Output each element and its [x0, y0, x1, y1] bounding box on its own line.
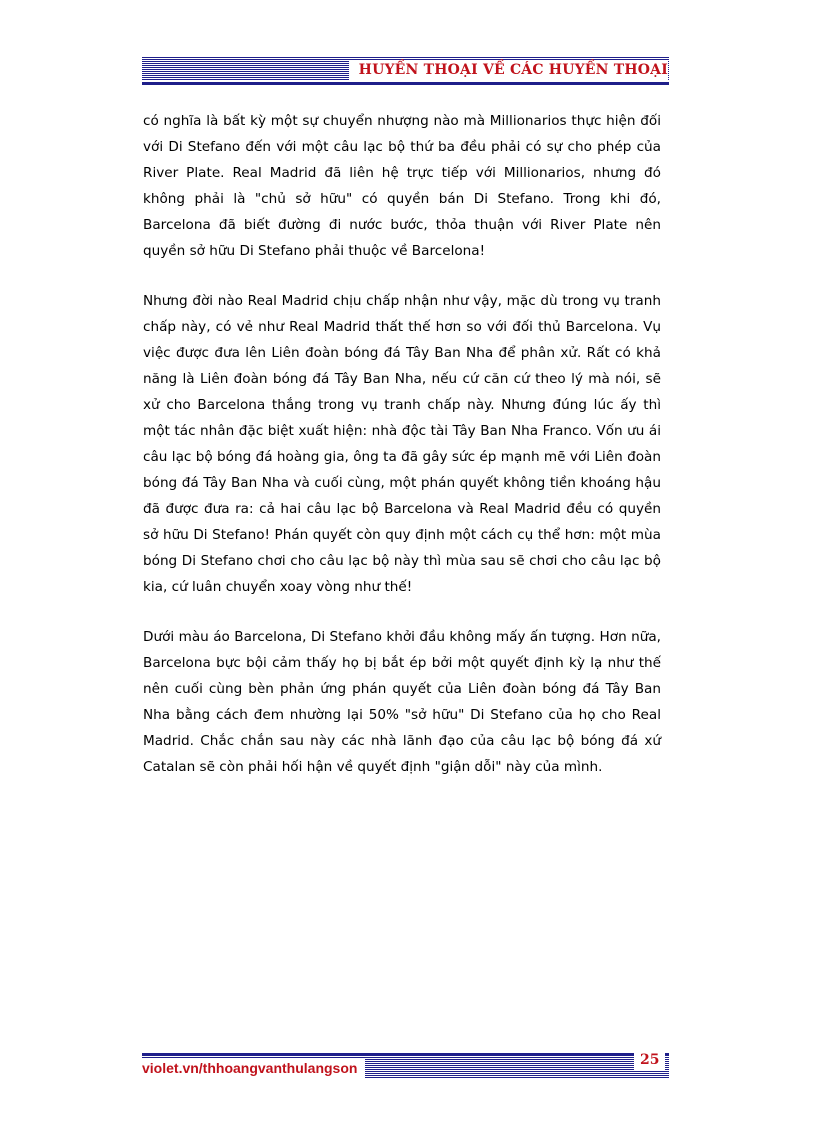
paragraph: Dưới màu áo Barcelona, Di Stefano khởi đầu không mấy ấn tượng. Hơn nữa, Barcelona bực bội cảm thấy họ bị bắt ép bởi một quyết định kỳ lạ như thế nên cuối cùng bèn phản ứng phán quyết của Liên đoàn bóng đá Tây Ban Nha bằng cách đem nhường lại 50% "sở hữu" Di Stefano của họ cho Real Madrid. Chắc chắn sau này các nhà lãnh đạo của câu lạc bộ bóng đá xứ Catalan sẽ còn phải hối hận về quyết định "giận dỗi" này của mình.	[143, 629, 661, 775]
paragraph: có nghĩa là bất kỳ một sự chuyển nhượng nào mà Millionarios thực hiện đối với Di Stefano đến với một câu lạc bộ thứ ba đều phải có sự cho phép của River Plate. Real Madrid đã liên hệ trực tiếp với Millionarios, nhưng đó không phải là "chủ sở hữu" có quyền bán Di Stefano. Trong khi đó, Barcelona đã biết đường đi nước bước, thỏa thuận với River Plate nên quyền sở hữu Di Stefano phải thuộc về Barcelona!	[143, 113, 661, 259]
footer-divider	[142, 1053, 669, 1056]
footer-source-url: violet.vn/thhoangvanthulangson	[142, 1058, 365, 1078]
paragraph: Nhưng đời nào Real Madrid chịu chấp nhận như vậy, mặc dù trong vụ tranh chấp này, có vẻ như Real Madrid thất thế hơn so với đối thủ Barcelona. Vụ việc được đưa lên Liên đoàn bóng đá Tây Ban Nha để phân xử. Rất có khả năng là Liên đoàn bóng đá Tây Ban Nha, nếu cứ căn cứ theo lý mà nói, sẽ xử cho Barcelona thắng trong vụ tranh chấp này. Nhưng đúng lúc ấy thì một tác nhân đặc biệt xuất hiện: nhà độc tài Tây Ban Nha Franco. Vốn ưu ái câu lạc bộ bóng đá hoàng gia, ông ta đã gây sức ép mạnh mẽ với Liên đoàn bóng đá Tây Ban Nha và cuối cùng, một phán quyết không tiền khoáng hậu đã được đưa ra: cả hai câu lạc bộ Barcelona và Real Madrid đều có quyền sở hữu Di Stefano! Phán quyết còn quy định một cách cụ thể hơn: một mùa bóng Di Stefano chơi cho câu lạc bộ này thì mùa sau sẽ chơi cho câu lạc bộ kia, cứ luân chuyển xoay vòng như thế!	[143, 293, 661, 595]
header-divider	[142, 82, 669, 85]
page-body	[143, 108, 661, 804]
running-header-title: HUYỀN THOẠI VỀ CÁC HUYỀN THOẠI	[349, 60, 668, 80]
page-number: 25	[634, 1050, 665, 1070]
